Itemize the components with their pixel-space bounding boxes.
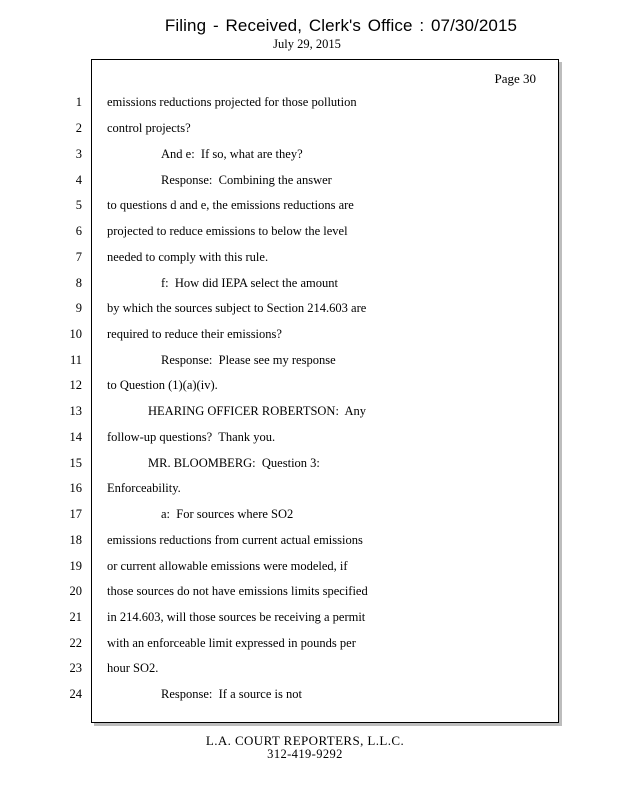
footer-company: L.A. COURT REPORTERS, L.L.C. <box>205 733 405 748</box>
transcript-line: by which the sources subject to Section 214.603 are <box>107 301 367 315</box>
transcript-line: projected to reduce emissions to below the level <box>107 224 348 238</box>
transcript-line: Response: Please see my response <box>161 353 336 367</box>
line-number: 14 <box>69 430 82 444</box>
line-number: 6 <box>75 224 82 238</box>
line-number: 24 <box>69 687 82 701</box>
transcript-line: needed to comply with this rule. <box>107 250 269 264</box>
line-number: 12 <box>69 378 82 392</box>
line-number: 7 <box>75 250 82 264</box>
line-number: 10 <box>69 327 82 341</box>
line-number: 15 <box>69 456 82 470</box>
line-number: 2 <box>75 121 82 135</box>
line-number: 17 <box>69 507 82 521</box>
line-number: 4 <box>75 173 82 187</box>
line-number: 13 <box>69 404 82 418</box>
transcript-line: a: For sources where SO2 <box>161 507 294 521</box>
filing-stamp: Filing - Received, Clerk's Office : 07/30/2015 <box>164 16 518 35</box>
line-number: 19 <box>69 559 82 573</box>
transcript-line: HEARING OFFICER ROBERTSON: Any <box>148 404 367 418</box>
line-number: 21 <box>69 610 82 624</box>
line-number: 20 <box>69 584 82 598</box>
transcript-line: Response: If a source is not <box>161 687 302 701</box>
transcript-line: Enforceability. <box>107 481 181 495</box>
transcript-line: to questions d and e, the emissions reductions are <box>107 198 354 212</box>
transcript-line: with an enforceable limit expressed in pounds per <box>107 636 356 650</box>
transcript-line: or current allowable emissions were modeled, if <box>107 559 348 573</box>
line-number: 1 <box>75 95 82 109</box>
transcript-line: emissions reductions projected for those pollution <box>107 95 357 109</box>
footer-phone: 312-419-9292 <box>267 747 343 761</box>
transcript-line: hour SO2. <box>107 661 159 675</box>
transcript-line: And e: If so, what are they? <box>161 147 303 161</box>
line-number: 8 <box>75 276 82 290</box>
transcript-line: f: How did IEPA select the amount <box>161 276 338 290</box>
transcript-line: follow-up questions? Thank you. <box>107 430 276 444</box>
page-number: Page 30 <box>494 71 536 86</box>
line-number: 22 <box>69 636 82 650</box>
line-number: 3 <box>75 147 82 161</box>
transcript-line: MR. BLOOMBERG: Question 3: <box>148 456 320 470</box>
line-number: 18 <box>69 533 82 547</box>
transcript-line: to Question (1)(a)(iv). <box>107 378 218 392</box>
transcript-line: control projects? <box>107 121 191 135</box>
transcript-line: required to reduce their emissions? <box>107 327 282 341</box>
transcript-date: July 29, 2015 <box>273 37 341 51</box>
line-number: 16 <box>69 481 82 495</box>
transcript-line: Response: Combining the answer <box>161 173 332 187</box>
line-number: 9 <box>75 301 82 315</box>
transcript-line: emissions reductions from current actual emissions <box>107 533 363 547</box>
line-number: 23 <box>69 661 82 675</box>
transcript-line: those sources do not have emissions limits specified <box>107 584 368 598</box>
line-number: 11 <box>69 353 82 367</box>
line-number: 5 <box>75 198 82 212</box>
transcript-line: in 214.603, will those sources be receiving a permit <box>107 610 366 624</box>
